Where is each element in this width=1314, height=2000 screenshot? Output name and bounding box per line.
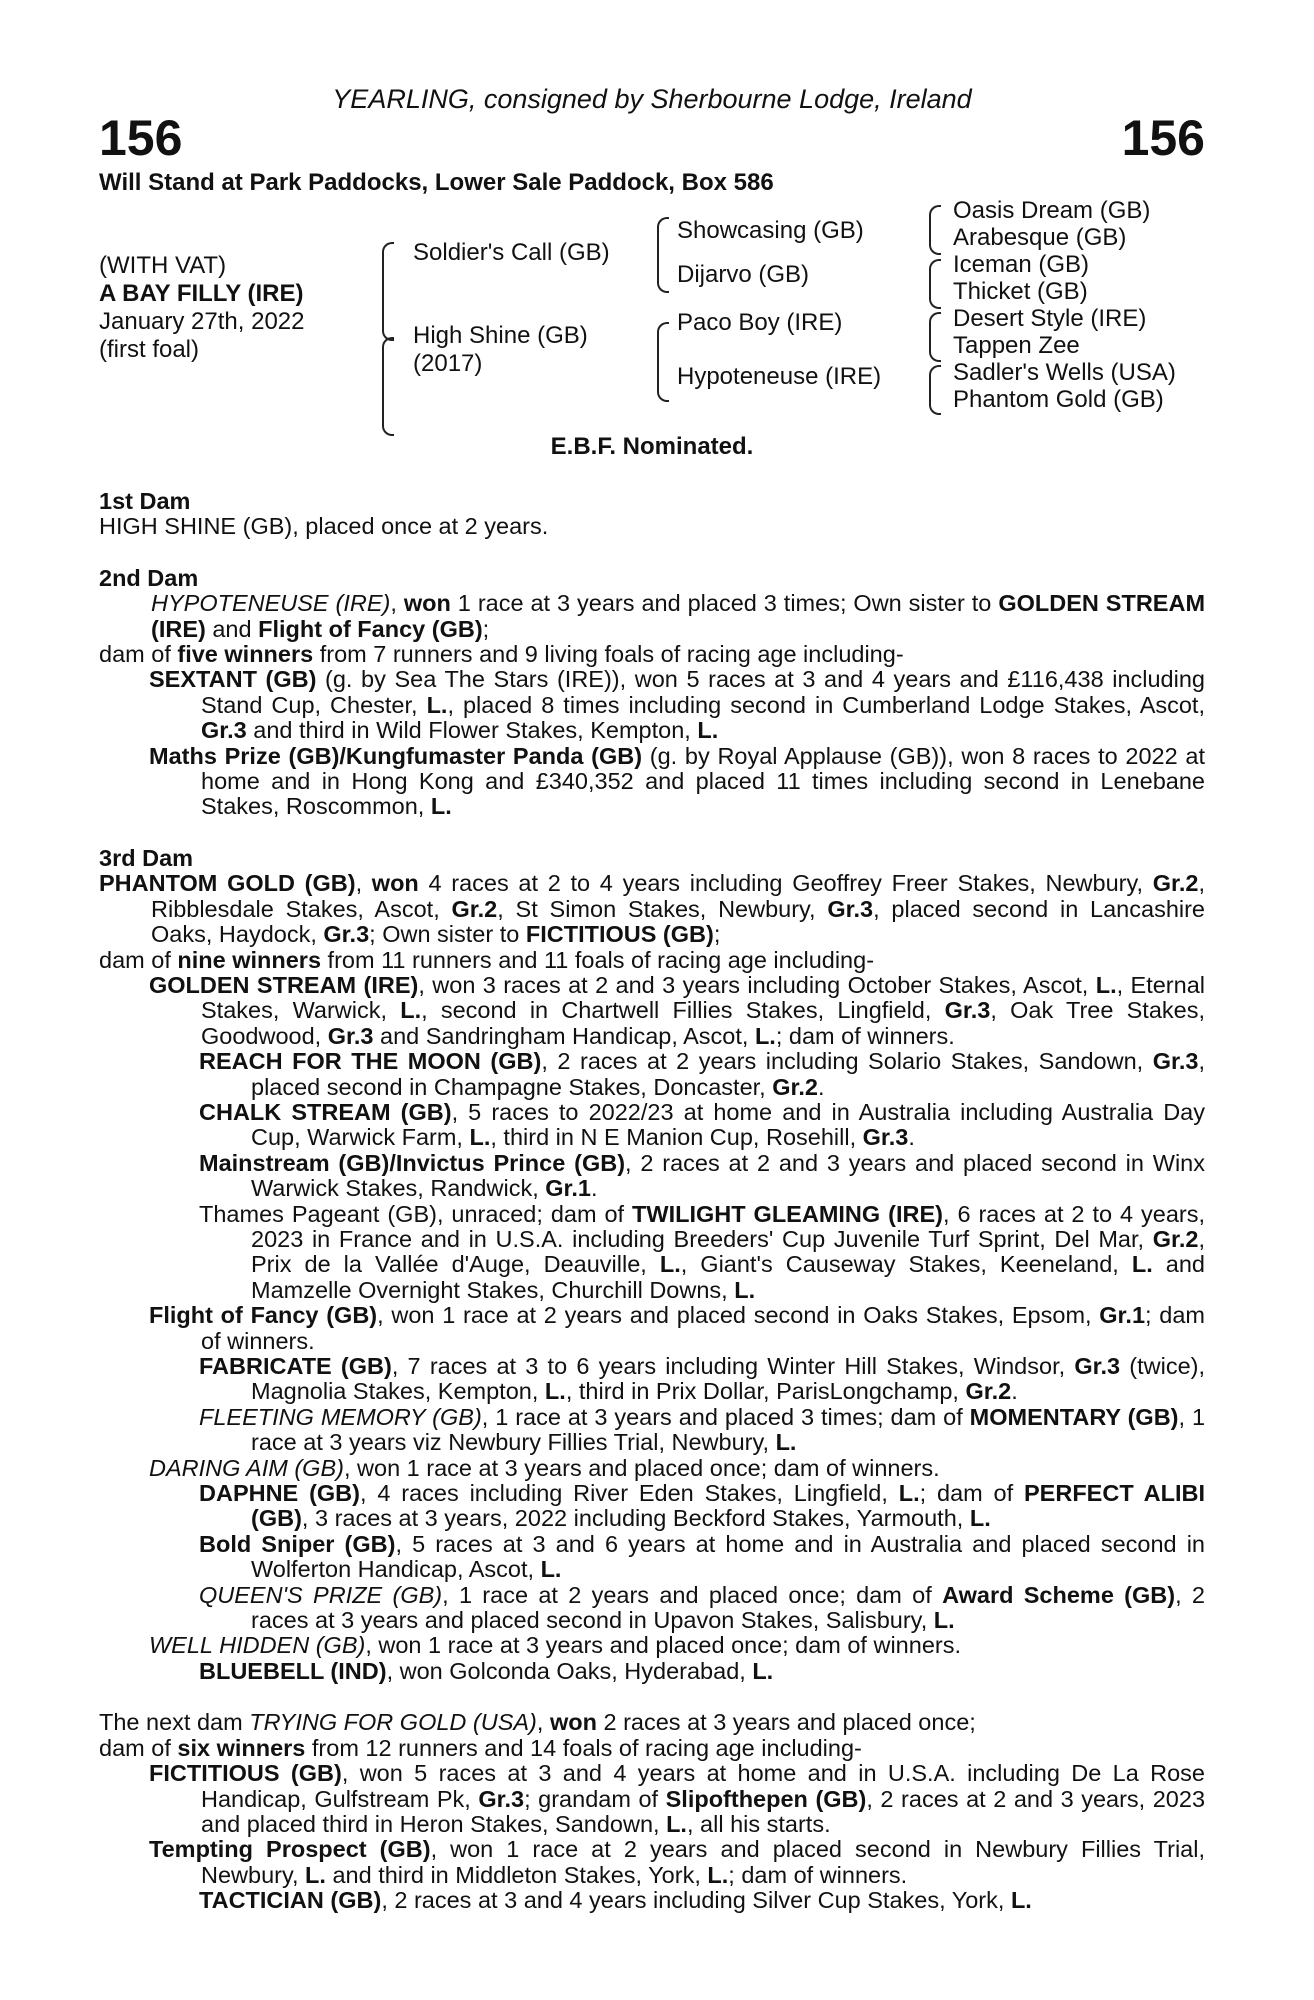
first-dam-section (99, 489, 1205, 540)
produce-summary: dam of six winners from 12 runners and 14 foals of racing age including- (99, 1734, 862, 1761)
vat-note: (WITH VAT) (99, 252, 227, 279)
brace (929, 312, 941, 362)
g-ancestor: Thicket (GB) (953, 278, 1088, 305)
produce-entry: Flight of Fancy (GB), won 1 race at 2 years and placed second in Oaks Stakes, Epsom, Gr.1; dam of winners. (149, 1302, 1205, 1354)
produce-summary: dam of five winners from 7 runners and 9 living foals of racing age including- (99, 641, 904, 668)
brace (929, 365, 941, 415)
brace (929, 259, 941, 309)
lot-number-left: 156 (99, 110, 183, 166)
dam-record: HYPOTENEUSE (IRE), won 1 race at 3 years and placed 3 times; Own sister to GOLDEN STREAM (IRE) and Flight of Fancy (GB); (151, 590, 1206, 642)
dam: High Shine (GB) (413, 322, 588, 349)
section-heading: 3rd Dam (99, 844, 194, 871)
produce-entry: Maths Prize (GB)/Kungfumaster Panda (GB) (g. by Royal Applause (GB)), won 8 races to 2022 at home and in Hong Kong and £340,352 and placed 11 times including second in Lenebane Stakes, Roscommon, L. (149, 742, 1205, 820)
sire: Soldier's Call (GB) (413, 239, 610, 266)
brace (657, 217, 669, 293)
produce-entry: GOLDEN STREAM (IRE), won 3 races at 2 and 3 years including October Stakes, Ascot, L., Eternal Stakes, Warwick, L., second in Chartwell Fillies Stakes, Lingfield, Gr.3, Oak Tree Stakes, Goodwood, Gr.3 and Sandringham Handicap, Ascot, L.; dam of winners. (149, 971, 1206, 1049)
brace (929, 205, 941, 255)
brace (382, 337, 394, 436)
produce-entry: QUEEN'S PRIZE (GB), 1 race at 2 years and placed once; dam of Award Scheme (GB), 2 races at 3 years and placed second in Upavon Stakes, Salisbury, L. (199, 1581, 1205, 1634)
produce-entry: FICTITIOUS (GB), won 5 races at 3 and 4 years at home and in U.S.A. including De La Rose Handicap, Gulfstream Pk, Gr.3; grandam of Slipofthepen (GB), 2 races at 2 and 3 years, 2023 and placed third in Heron Stakes, Sandown, L., all his starts. (149, 1760, 1206, 1837)
dam-record: The next dam TRYING FOR GOLD (USA), won 2 races at 3 years and placed once; (99, 1709, 976, 1736)
produce-entry: Mainstream (GB)/Invictus Prince (GB), 2 races at 2 and 3 years and placed second in Winx Warwick Stakes, Randwick, Gr.1. (199, 1149, 1206, 1202)
g-ancestor: Desert Style (IRE) (953, 305, 1147, 332)
foal-note: (first foal) (99, 336, 200, 363)
dam-dam: Hypoteneuse (IRE) (677, 363, 882, 390)
g-ancestor: Phantom Gold (GB) (953, 386, 1164, 413)
produce-entry: Tempting Prospect (GB), won 1 race at 2 years and placed second in Newbury Fillies Trial, Newbury, L. and third in Middleton Stakes, York, L.; dam of winners. (149, 1836, 1205, 1888)
g-ancestor: Tappen Zee (953, 332, 1080, 359)
catalogue-page (99, 80, 1205, 1914)
lot-number-right: 156 (1121, 110, 1205, 166)
produce-entry: TACTICIAN (GB), 2 races at 3 and 4 years including Silver Cup Stakes, York, L. (199, 1887, 1032, 1914)
g-ancestor: Iceman (GB) (953, 251, 1090, 278)
third-dam-section (99, 846, 1205, 1684)
dam-year: (2017) (413, 350, 483, 377)
produce-entry: CHALK STREAM (GB), 5 races to 2022/23 at home and in Australia including Australia Day Cup, Warwick Farm, L., third in N E Manion Cup, Rosehill, Gr.3. (199, 1098, 1205, 1151)
horse-name: A BAY FILLY (IRE) (99, 280, 304, 307)
produce-entry: Bold Sniper (GB), 5 races at 3 and 6 years at home and in Australia and placed second in Wolferton Handicap, Ascot, L. (199, 1530, 1206, 1583)
foaling-date: January 27th, 2022 (99, 308, 305, 335)
section-heading: 1st Dam (99, 488, 191, 514)
produce-entry: FLEETING MEMORY (GB), 1 race at 3 years and placed 3 times; dam of MOMENTARY (GB), 1 race at 3 years viz Newbury Fillies Trial, Newbury, L. (199, 1403, 1206, 1456)
sire-sire: Showcasing (GB) (677, 217, 864, 244)
brace (657, 322, 669, 402)
produce-entry: REACH FOR THE MOON (GB), 2 races at 2 years including Solario Stakes, Sandown, Gr.3, placed second in Champagne Stakes, Doncaster, Gr.2. (199, 1048, 1205, 1100)
g-ancestor: Oasis Dream (GB) (953, 197, 1151, 224)
g-ancestor: Arabesque (GB) (953, 224, 1127, 251)
lot-number-row (99, 110, 1205, 167)
ebf-nominated: E.B.F. Nominated. (550, 433, 754, 460)
produce-entry: DAPHNE (GB), 4 races including River Eden Stakes, Lingfield, L.; dam of PERFECT ALIBI (GB), 3 races at 3 years, 2022 including Beckford Stakes, Yarmouth, L. (199, 1480, 1206, 1532)
produce-entry: FABRICATE (GB), 7 races at 3 to 6 years including Winter Hill Stakes, Windsor, Gr.3 (twice), Magnolia Stakes, Kempton, L., third in Prix Dollar, ParisLongchamp, Gr.2. (199, 1353, 1205, 1405)
sire-dam: Dijarvo (GB) (677, 261, 810, 288)
produce-summary: dam of nine winners from 11 runners and 11 foals of racing age including- (99, 946, 875, 973)
produce-entry: DARING AIM (GB), won 1 race at 3 years and placed once; dam of winners. (149, 1454, 940, 1481)
brace (382, 242, 394, 341)
stand-location: Will Stand at Park Paddocks, Lower Sale Paddock, Box 586 (99, 169, 774, 196)
next-dam-section (99, 1710, 1205, 1913)
produce-entry: Thames Pageant (GB), unraced; dam of TWILIGHT GLEAMING (IRE), 6 races at 2 to 4 years, 2023 in France and in U.S.A. including Breeders' Cup Juvenile Turf Sprint, Del Mar, Gr.2, Prix de la Vallée d'Auge, Deauville, L., Giant's Causeway Stakes, Keeneland, L. and Mamzelle Overnight Stakes, Churchill Downs, L. (199, 1200, 1206, 1303)
pedigree-table (99, 197, 1205, 427)
g-ancestor: Sadler's Wells (USA) (953, 359, 1176, 386)
consignment-line: YEARLING, consigned by Sherbourne Lodge, Ireland (332, 84, 972, 114)
second-dam-section (99, 566, 1205, 820)
section-heading: 2nd Dam (99, 564, 199, 591)
produce-entry: SEXTANT (GB) (g. by Sea The Stars (IRE)), won 5 races at 3 and 4 years and £116,438 including Stand Cup, Chester, L., placed 8 times including second in Cumberland Lodge Stakes, Ascot, Gr.3 and third in Wild Flower Stakes, Kempton, L. (149, 666, 1205, 744)
produce-entry: WELL HIDDEN (GB), won 1 race at 3 years and placed once; dam of winners. (149, 1632, 961, 1659)
produce-entry: BLUEBELL (IND), won Golconda Oaks, Hyderabad, L. (199, 1657, 774, 1684)
first-dam-text: HIGH SHINE (GB), placed once at 2 years. (99, 513, 549, 540)
dam-record: PHANTOM GOLD (GB), won 4 races at 2 to 4 years including Geoffrey Freer Stakes, Newbury, Gr.2, Ribblesdale Stakes, Ascot, Gr.2, St Simon Stakes, Newbury, Gr.3, placed second in Lancashire Oaks, Haydock, Gr.3; Own sister to FICTITIOUS (GB); (99, 870, 1206, 948)
dam-sire: Paco Boy (IRE) (677, 309, 843, 336)
